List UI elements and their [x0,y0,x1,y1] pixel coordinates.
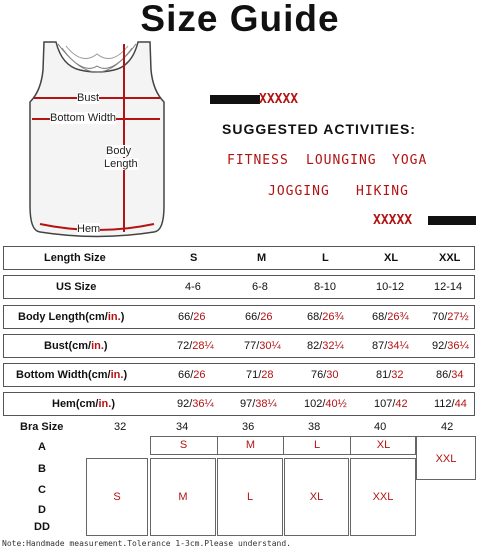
cell: 68/26¾ [307,311,344,323]
length-size-header: Length Size [44,252,106,264]
body-length-label-1: Body [106,145,132,157]
cell: 66/26 [178,311,206,323]
band-32: 32 [114,421,127,433]
size-xxl-header: XXL [439,252,461,264]
cell-big-xl: XL [284,458,349,536]
cell: M [217,436,283,455]
cell: 72/28¼ [177,340,214,352]
table-row [3,275,475,299]
decor-x-top: XXXXX [259,92,299,107]
tank-top-diagram [22,36,172,248]
cell-big-l: L [217,458,283,536]
table-row [3,305,475,329]
page-title: Size Guide [140,0,340,39]
cell: 97/38¼ [240,398,277,410]
row-label: Body Length(cm/in.) [18,311,125,323]
activity-hiking: HIKING [356,184,409,199]
cell: XL [350,436,416,455]
cup-c: C [38,484,46,496]
cell: 77/30¼ [244,340,281,352]
row-label: US Size [56,281,97,293]
cell: 8-10 [314,281,337,293]
activity-fitness: FITNESS [227,153,289,168]
cell: 107/42 [374,398,408,410]
cell: 86/34 [436,369,464,381]
size-s-header: S [190,252,198,264]
cup-dd: DD [34,521,50,533]
cell-xxl-42: XXL [416,436,476,480]
size-xl-header: XL [384,252,399,264]
band-42: 42 [441,421,454,433]
band-36: 36 [242,421,255,433]
cell: 76/30 [311,369,339,381]
body-length-label-2: Length [104,158,138,170]
hem-label: Hem [77,223,101,235]
cell: 66/26 [178,369,206,381]
cell: 71/28 [246,369,274,381]
size-header-row [3,246,475,270]
cup-a: A [38,441,46,453]
cup-d: D [38,504,46,516]
cell: 81/32 [376,369,404,381]
cell: L [283,436,350,455]
activity-jogging: JOGGING [268,184,330,199]
cell: 12-14 [434,281,463,293]
band-38: 38 [308,421,321,433]
row-label: Bust(cm/in.) [44,340,108,352]
cell: 66/26 [245,311,273,323]
cell-big-xxl: XXL [350,458,416,536]
table-row [3,363,475,387]
footnote: Note:Handmade measurement.Tolerance 1-3cm.Please understand. [2,539,291,548]
size-l-header: L [322,252,329,264]
decor-bar-top [210,95,260,104]
cell: 87/34¼ [372,340,409,352]
table-row [3,392,475,416]
cell: 112/44 [434,398,467,410]
activity-yoga: YOGA [392,153,428,168]
cell: 6-8 [252,281,268,293]
cell: 70/27½ [432,311,469,323]
bust-label: Bust [77,92,100,104]
activities-heading: SUGGESTED ACTIVITIES: [222,121,416,137]
band-40: 40 [374,421,387,433]
size-m-header: M [257,252,267,264]
table-row [3,334,475,358]
cell: S [179,439,188,451]
cell: 68/26¾ [372,311,409,323]
activity-lounging: LOUNGING [306,153,377,168]
cell: 82/32¼ [307,340,344,352]
decor-x-bottom: XXXXX [373,213,413,228]
row-label: Bottom Width(cm/in.) [16,369,128,381]
bra-size-heading: Bra Size [20,421,64,433]
cup-b: B [38,463,46,475]
cell: 92/36¼ [177,398,214,410]
bottom-width-label: Bottom Width [50,112,117,124]
cell: 10-12 [376,281,405,293]
band-34: 34 [176,421,189,433]
cell-big-m: M [150,458,216,536]
cell: 4-6 [185,281,201,293]
cell: 102/40½ [304,398,347,410]
cell-big-s: S [86,458,148,536]
row-label: Hem(cm/in.) [52,398,115,410]
decor-bar-bottom [428,216,476,225]
cell: 92/36¼ [432,340,469,352]
